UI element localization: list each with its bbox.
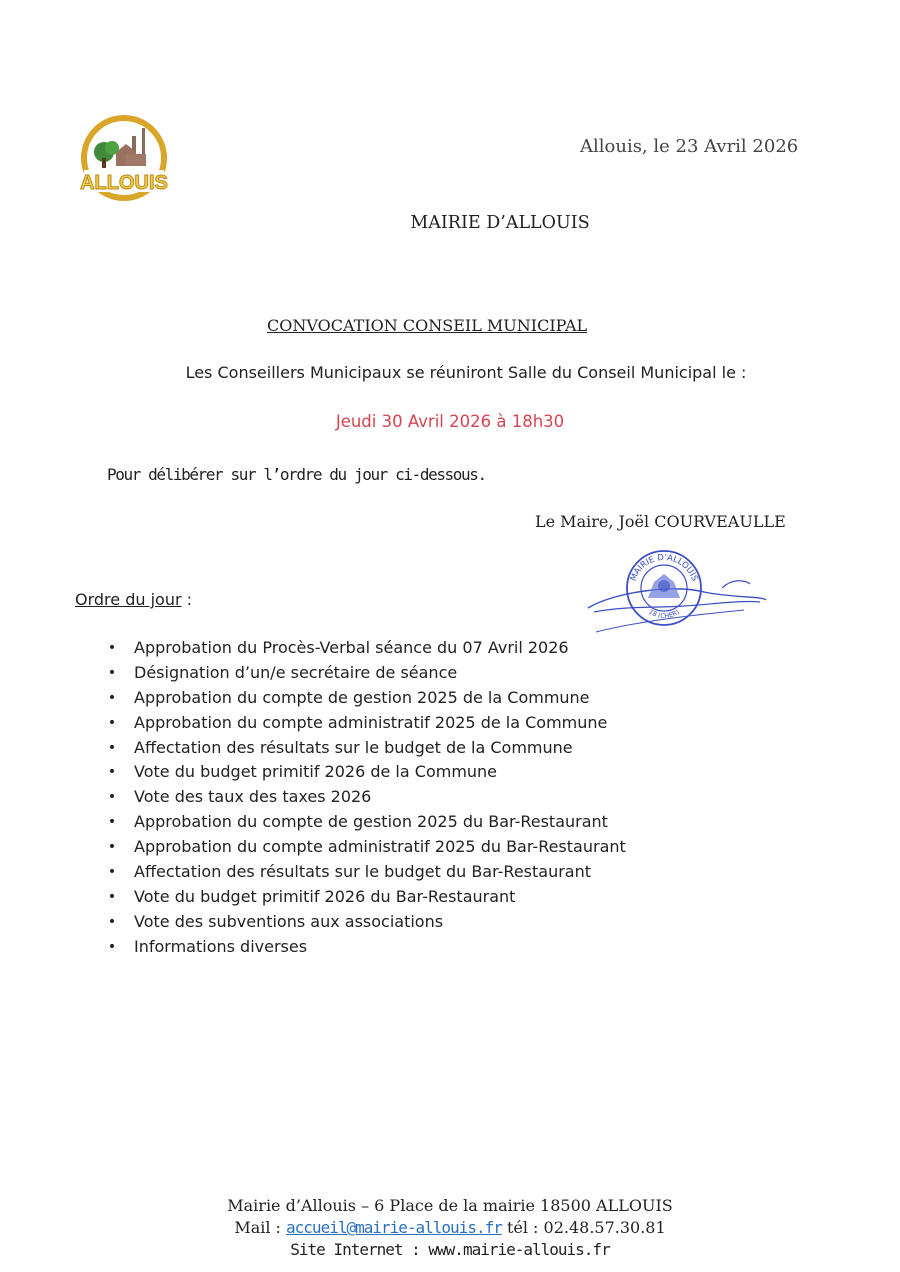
agenda-item-text: Informations diverses [134,936,308,956]
email-link[interactable]: accueil@mairie-allouis.fr [286,1218,502,1237]
document-title: CONVOCATION CONSEIL MUNICIPAL [267,316,588,335]
list-item [107,835,626,860]
list-item [107,736,626,761]
list-item [107,860,626,885]
bullet-icon: • [107,864,117,881]
list-item [107,810,626,835]
list-item [107,785,626,810]
agenda-item-text: Approbation du compte de gestion 2025 de la Commune [134,687,590,707]
bullet-icon: • [107,839,117,856]
footer [0,1195,900,1261]
stamp-top-text: MAIRIE D’ALLOUIS [628,552,700,583]
agenda-heading-colon: : [181,590,193,609]
bullet-icon: • [107,689,117,706]
meeting-datetime: Jeudi 30 Avril 2026 à 18h30 [335,412,565,431]
mail-label: Mail : [234,1218,287,1237]
bullet-icon: • [107,814,117,831]
signer: Le Maire, Joël COURVEAULLE [535,512,786,531]
agenda-item-text: Vote des taux des taxes 2026 [134,787,372,807]
purpose-text: Pour délibérer sur l’ordre du jour ci-dessous. [107,465,486,484]
website-text: Site Internet : www.mairie-allouis.fr [290,1240,610,1259]
agenda-item-text: Vote du budget primitif 2026 du Bar-Restaurant [134,886,516,906]
list-item [107,885,626,910]
letter-date: Allouis, le 23 Avril 2026 [580,136,799,157]
footer-address: Mairie d’Allouis – 6 Place de la mairie 18500 ALLOUIS [227,1196,673,1215]
agenda-item-text: Affectation des résultats sur le budget de la Commune [134,737,573,757]
agenda-item-text: Approbation du compte administratif 2025 de la Commune [134,712,608,732]
agenda-item-text: Approbation du compte administratif 2025 du Bar-Restaurant [134,837,626,857]
bullet-icon: • [107,739,117,756]
agenda-item-text: Vote des subventions aux associations [134,911,444,931]
agenda-heading [75,590,192,609]
agenda-item-text: Approbation du Procès-Verbal séance du 07 Avril 2026 [134,638,569,657]
list-item [107,760,626,785]
bullet-icon: • [107,888,117,905]
agenda-item-text: Affectation des résultats sur le budget du Bar-Restaurant [134,862,592,882]
list-item [107,636,626,661]
agenda-list [107,636,626,960]
agenda-item-text: Désignation d’un/e secrétaire de séance [134,662,458,682]
bullet-icon: • [107,664,117,681]
bullet-icon: • [107,913,117,930]
intro-text: Les Conseillers Municipaux se réuniront Salle du Conseil Municipal le : [185,363,747,382]
svg-text:18 (CHER) [647,608,681,620]
footer-contact [0,1217,900,1239]
town-logo-icon [78,114,170,206]
bullet-icon: • [107,640,117,656]
bullet-icon: • [107,764,117,781]
bullet-icon: • [107,938,117,955]
logo-text: ALLOUIS [80,172,168,194]
agenda-item-text: Vote du budget primitif 2026 de la Commune [134,762,498,782]
list-item [107,910,626,935]
bullet-icon: • [107,714,117,731]
list-item [107,711,626,736]
list-item [107,935,626,960]
stamp-bottom-text: 18 (CHER) [647,607,681,621]
phone-text: tél : 02.48.57.30.81 [501,1218,666,1237]
official-stamp-icon [584,540,770,640]
list-item [107,661,626,686]
agenda-heading-label: Ordre du jour [75,590,182,609]
organization-name: MAIRIE D’ALLOUIS [410,213,590,233]
list-item [107,686,626,711]
bullet-icon: • [107,789,117,806]
agenda-item-text: Approbation du compte de gestion 2025 du Bar-Restaurant [134,812,608,832]
